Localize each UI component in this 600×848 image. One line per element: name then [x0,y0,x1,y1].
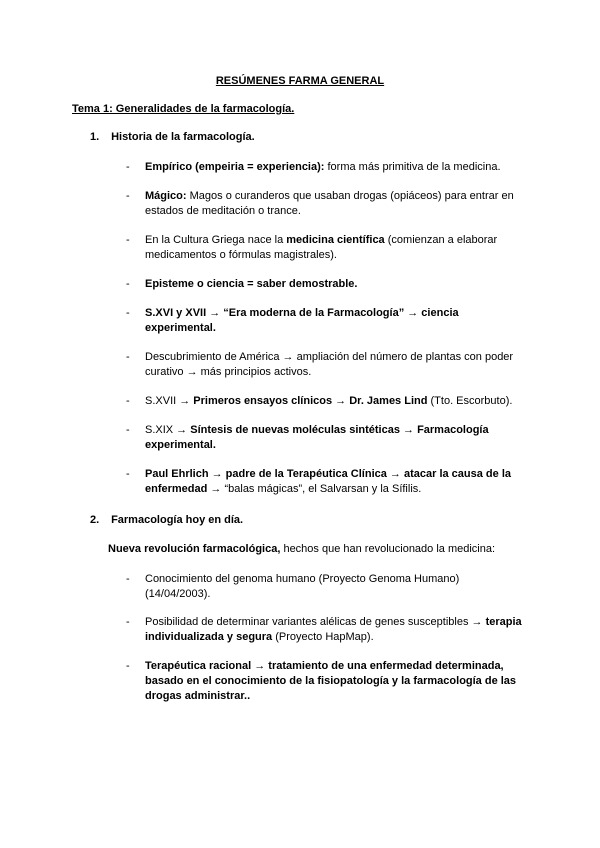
bullet-text: (Proyecto HapMap). [272,631,374,643]
bullet-bold-text: Terapéutica racional → tratamiento de una enfermedad determinada, basado en el conocimiento de la fisiopatología y la farmacología de las drogas administrar.. [145,660,517,702]
bullet-dash: - [126,351,130,363]
bullet-dash: - [126,278,130,290]
section-1-title: Historia de la farmacología. [111,131,255,143]
list-item [126,615,526,645]
bullet-bold-text: S.XVI y XVII → “Era moderna de la Farmacología” → ciencia experimental. [145,307,459,334]
bullet-dash: - [126,468,130,480]
bullet-text: → “balas mágicas”, el Salvarsan y la Sífilis. [207,483,422,495]
bullet-bold-text: terapia individualizada y segura [145,616,522,643]
bullet-dash: - [126,660,130,672]
bullet-bold-text: Paul Ehrlich → padre de la Terapéutica Clínica → atacar la causa de la enfermedad [145,468,511,495]
bullet-text: Descubrimiento de América → ampliación del número de plantas con poder curativo → más principios activos. [145,351,514,378]
section-2-intro [108,543,495,555]
bullet-text: S.XVII → [145,395,194,407]
tema-heading: Tema 1: Generalidades de la farmacología. [72,103,295,115]
list-item [126,277,526,292]
bullet-dash: - [126,616,130,628]
bullet-bold-text: Síntesis de nuevas moléculas sintéticas → Farmacología experimental. [145,424,489,451]
bullet-dash: - [126,190,130,202]
bullet-dash: - [126,161,130,173]
bullet-bold-text: medicina científica [286,234,385,246]
bullet-text: (Tto. Escorbuto). [427,395,513,407]
intro-bold-text: Nueva revolución farmacológica, [108,543,281,555]
list-item [126,659,526,704]
bullet-dash: - [126,424,130,436]
section-2-heading [90,514,243,526]
list-item [126,572,526,602]
section-2-title: Farmacología hoy en día. [111,514,244,526]
bullet-text: forma más primitiva de la medicina. [324,161,501,173]
section-2-number: 2. [90,514,100,526]
intro-text: hechos que han revolucionado la medicina: [280,543,496,555]
bullet-text: Conocimiento del genoma humano (Proyecto Genoma Humano) (14/04/2003). [145,573,460,600]
bullet-dash: - [126,307,130,319]
list-item [126,306,526,336]
list-item [126,467,526,497]
section-1-heading [90,131,255,143]
bullet-bold-text: Empírico (empeiria = experiencia): [145,161,325,173]
bullet-bold-text: Mágico: [145,190,187,202]
bullet-text: Posibilidad de determinar variantes alélicas de genes susceptibles → [145,616,486,628]
section-1-number: 1. [90,131,100,143]
bullet-dash: - [126,395,130,407]
bullet-dash: - [126,234,130,246]
bullet-text: En la Cultura Griega nace la [145,234,287,246]
bullet-bold-text: Episteme o ciencia = saber demostrable. [145,278,358,290]
list-item [126,189,526,219]
list-item [126,233,526,263]
list-item [126,394,526,409]
document-title: RESÚMENES FARMA GENERAL [215,75,385,87]
bullet-bold-text: Primeros ensayos clínicos → Dr. James Lind [193,395,428,407]
list-item [126,350,526,380]
bullet-dash: - [126,573,130,585]
bullet-text: Magos o curanderos que usaban drogas (opiáceos) para entrar en estados de meditación o trance. [145,190,514,217]
bullet-text: S.XIX → [145,424,191,436]
list-item [126,160,526,175]
list-item [126,423,526,453]
bullet-text: (comienzan a elaborar medicamentos o fórmulas magistrales). [145,234,498,261]
